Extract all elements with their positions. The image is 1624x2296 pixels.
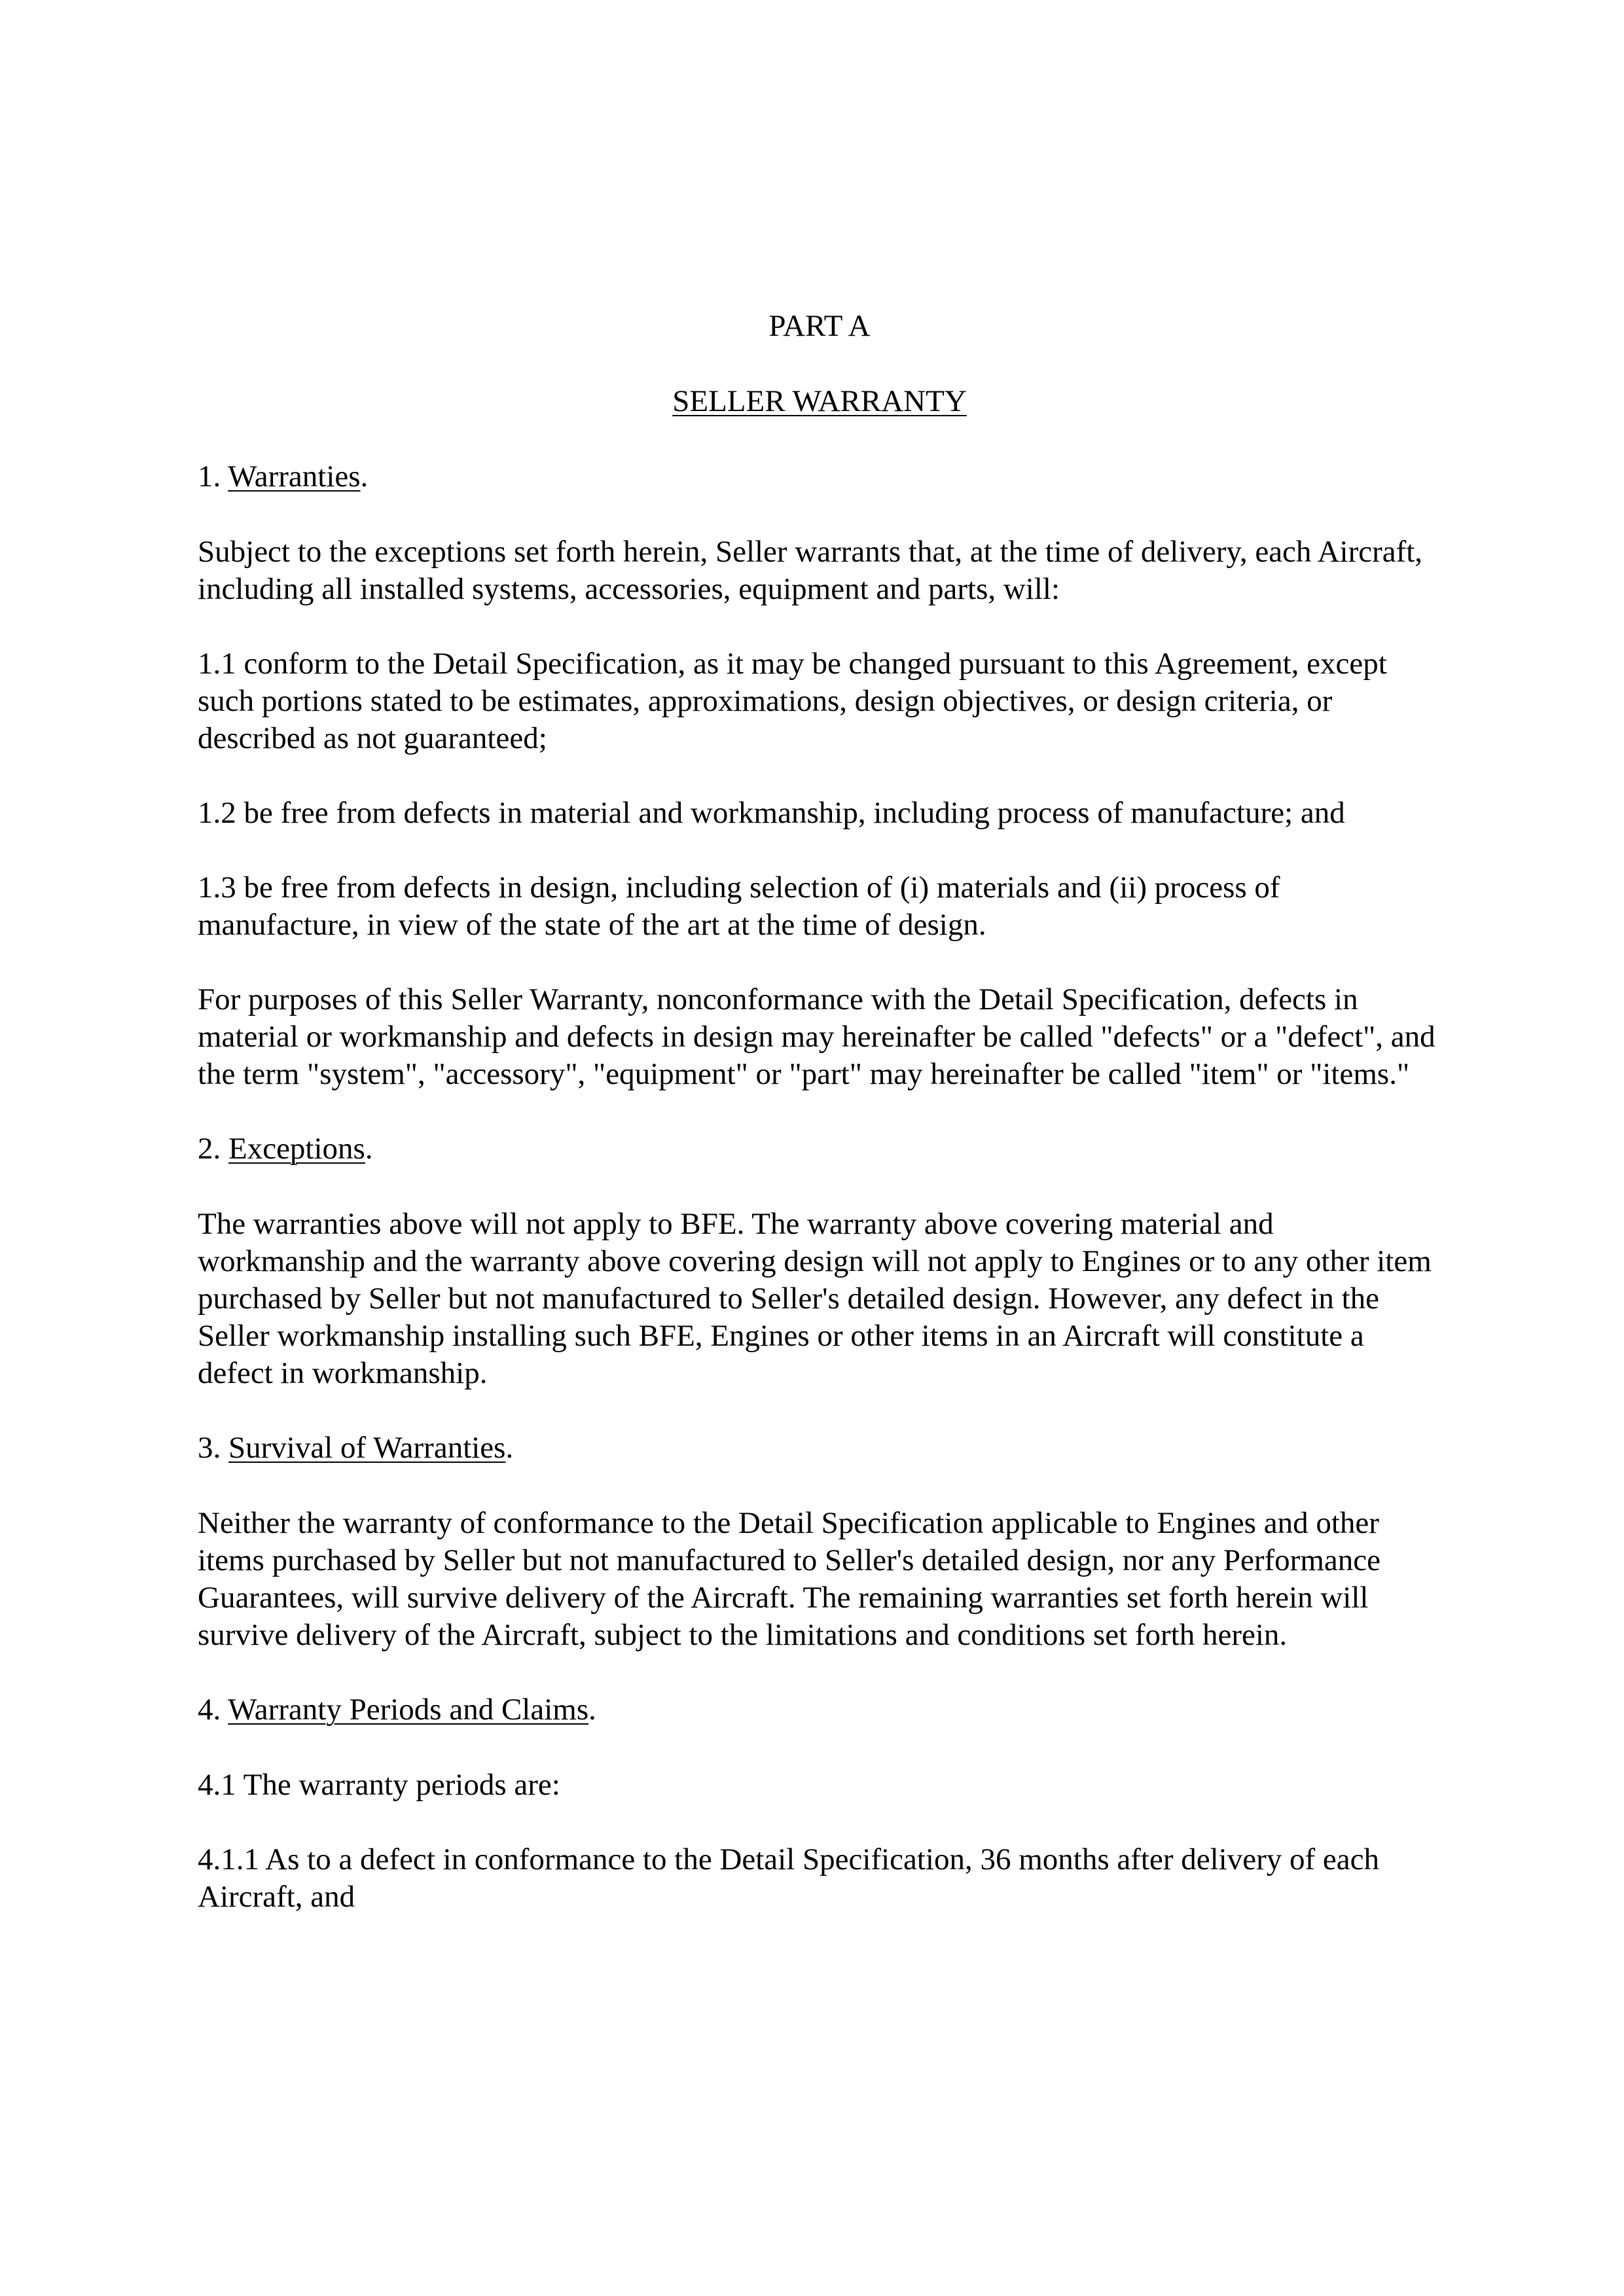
section-heading-text: Exceptions [228,1132,365,1166]
section-heading-exceptions [198,1130,1441,1168]
section-heading-suffix: . [505,1431,514,1465]
section-number: 4. [198,1693,228,1727]
section-heading-text: Warranty Periods and Claims [228,1693,589,1727]
part-subtitle-text: SELLER WARRANTY [672,384,967,418]
paragraph: The warranties above will not apply to BFE. The warranty above covering material and workmanship and the warranty above covering design will not apply to Engines or to any other item purchased by Seller but not manufactured to Seller's detailed design. However, any defect in the Seller workmanship installing such BFE, Engines or other items in an Aircraft will constitute a defect in workmanship. [198,1207,1432,1390]
paragraph: 1.2 be free from defects in material and workmanship, including process of manufacture; and [198,796,1345,830]
section-heading-suffix: . [360,459,369,493]
paragraph: Neither the warranty of conformance to the Detail Specification applicable to Engines and other items purchased by Seller but not manufactured to Seller's detailed design, nor any Performance Guarantees, will survive delivery of the Aircraft. The remaining warranties set forth herein will survive delivery of the Aircraft, subject to the limitations and conditions set forth herein. [198,1506,1380,1652]
section-number: 3. [198,1431,228,1465]
paragraph: 1.1 conform to the Detail Specification, as it may be changed pursuant to this Agreement, except such portions stated to be estimates, approximations, design objectives, or design criteria, or described as not guaranteed; [198,647,1387,755]
section-heading-warranties [198,458,1441,495]
paragraph: 4.1 The warranty periods are: [198,1768,560,1802]
section-heading-survival-of-warranties [198,1429,1441,1467]
section-heading-text: Warranties [228,459,361,493]
section-number: 2. [198,1132,228,1166]
part-title: PART A [768,309,871,343]
section-heading-suffix: . [588,1693,596,1727]
section-number: 1. [198,459,228,493]
document-body [198,308,1441,1953]
section-heading-text: Survival of Warranties [228,1431,506,1465]
paragraph: Subject to the exceptions set forth herein, Seller warrants that, at the time of delivery, each Aircraft, including all installed systems, accessories, equipment and parts, will: [198,535,1423,606]
section-heading-warranty-periods-and-claims [198,1691,1441,1729]
paragraph: 1.3 be free from defects in design, including selection of (i) materials and (ii) process of manufacture, in view of the state of the art at the time of design. [198,870,1280,942]
part-subtitle [198,383,1441,420]
section-heading-suffix: . [365,1132,373,1166]
paragraph: 4.1.1 As to a defect in conformance to the Detail Specification, 36 months after delivery of each Aircraft, and [198,1842,1379,1914]
paragraph: For purposes of this Seller Warranty, nonconformance with the Detail Specification, defects in material or workmanship and defects in design may hereinafter be called "defects" or a "defect", and the term "system", "accessory", "equipment" or "part" may hereinafter be called "item" or "items." [198,982,1435,1091]
